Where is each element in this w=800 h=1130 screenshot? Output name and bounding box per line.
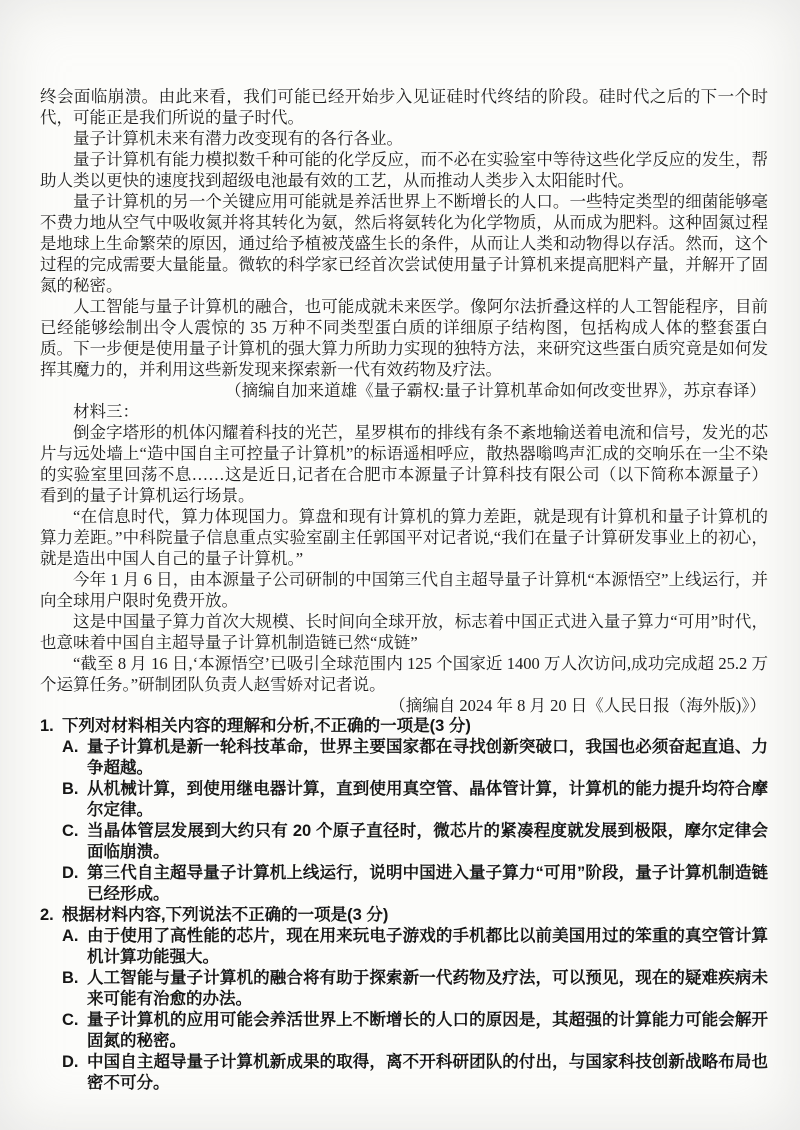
option-d xyxy=(62,1052,768,1094)
option-b xyxy=(62,779,768,821)
paragraph: “截至 8 月 16 日,‘本源悟空’已吸引全球范围内 125 个国家近 1400 万人次访问,成功完成超 25.2 万个运算任务。”研制团队负责人赵雪娇对记者说。 xyxy=(40,654,768,694)
question-section xyxy=(40,716,768,1094)
option-text: 量子计算机的应用可能会养活世界上不断增长的人口的原因是，其超强的计算能力可能会解开固氮的秘密。 xyxy=(87,1011,768,1050)
option-text: 当晶体管层发展到大约只有 20 个原子直径时，微芯片的紧凑程度就发展到极限，摩尔定律会面临崩溃。 xyxy=(87,822,768,861)
option-list xyxy=(40,926,768,1094)
source-attribution-material2: （摘编自加来道雄《量子霸权:量子计算机革命如何改变世界》，苏京春译） xyxy=(225,381,766,400)
question-number: 1. xyxy=(40,717,54,735)
option-a xyxy=(62,737,768,779)
option-label: B. xyxy=(62,969,79,987)
option-text: 人工智能与量子计算机的融合将有助于探索新一代药物及疗法，可以预见，现在的疑难疾病未来可能有治愈的办法。 xyxy=(87,969,768,1008)
paragraph: 量子计算机的另一个关键应用可能就是养活世界上不断增长的人口。一些特定类型的细菌能够毫不费力地从空气中吸收氮并将其转化为氨，然后将氨转化为化学物质，从而成为肥料。这种固氮过程是地球上生命繁荣的原因，通过给予植被茂盛生长的条件，从而让人类和动物得以存活。然而，这个过程的完成需要大量能量。微软的科学家已经首次尝试使用量子计算机来提高肥料产量，并解开了固氮的秘密。 xyxy=(40,192,768,295)
source-attribution-material3: （摘编自 2024 年 8 月 20 日《人民日报（海外版)》） xyxy=(389,696,766,715)
option-label: A. xyxy=(62,738,79,756)
option-a xyxy=(62,926,768,968)
option-list xyxy=(40,737,768,905)
option-label: D. xyxy=(62,864,79,882)
option-label: C. xyxy=(62,822,79,840)
option-label: B. xyxy=(62,780,79,798)
paragraph: “在信息时代，算力体现国力。算盘和现有计算机的算力差距，就是现有计算机和量子计算机的算力差距。”中科院量子信息重点实验室副主任郭国平对记者说,“我们在量子计算研发事业上的初心，就是造出中国人自己的量子计算机。” xyxy=(40,507,768,568)
option-d xyxy=(62,863,768,905)
question-1 xyxy=(40,716,768,905)
option-text: 中国自主超导量子计算机新成果的取得，离不开科研团队的付出，与国家科技创新战略布局也密不可分。 xyxy=(87,1053,768,1092)
option-c xyxy=(62,821,768,863)
option-c xyxy=(62,1010,768,1052)
paragraph-continuation: 终会面临崩溃。由此来看，我们可能已经开始步入见证硅时代终结的阶段。硅时代之后的下一个时代，可能正是我们所说的量子时代。 xyxy=(40,87,768,127)
question-number: 2. xyxy=(40,906,54,924)
option-label: A. xyxy=(62,927,79,945)
question-2 xyxy=(40,905,768,1094)
option-text: 量子计算机是新一轮科技革命，世界主要国家都在寻找创新突破口，我国也必须奋起直追、力争超越。 xyxy=(87,738,768,777)
paragraph: 今年 1 月 6 日，由本源量子公司研制的中国第三代自主超导量子计算机“本源悟空”上线运行，并向全球用户限时免费开放。 xyxy=(40,570,768,610)
material3-heading: 材料三： xyxy=(73,402,139,421)
option-text: 第三代自主超导量子计算机上线运行，说明中国进入量子算力“可用”阶段，量子计算机制造链已经形成。 xyxy=(87,864,768,903)
option-b xyxy=(62,968,768,1010)
paragraph: 量子计算机未来有潜力改变现有的各行各业。 xyxy=(73,129,403,148)
text-column xyxy=(40,86,768,1094)
question-stem-text: 下列对材料相关内容的理解和分析,不正确的一项是(3 分) xyxy=(62,717,471,735)
paragraph: 倒金字塔形的机体闪耀着科技的光芒，星罗棋布的排线有条不紊地输送着电流和信号，发光的芯片与远处墙上“造中国自主可控量子计算机”的标语遥相呼应，散热器嗡鸣声汇成的交响乐在一尘不染的实验室里回荡不息……这是近日,记者在合肥市本源量子计算科技有限公司（以下简称本源量子）看到的量子计算机运行场景。 xyxy=(40,423,768,505)
question-stem xyxy=(40,905,768,926)
option-label: D. xyxy=(62,1053,79,1071)
paragraph: 这是中国量子算力首次大规模、长时间向全球开放，标志着中国正式进入量子算力“可用”时代，也意味着中国自主超导量子计算机制造链已然“成链” xyxy=(40,612,768,652)
option-text: 从机械计算，到使用继电器计算，直到使用真空管、晶体管计算，计算机的能力提升均符合摩尔定律。 xyxy=(87,780,768,819)
paragraph: 人工智能与量子计算机的融合，也可能成就未来医学。像阿尔法折叠这样的人工智能程序，目前已经能够绘制出令人震惊的 35 万种不同类型蛋白质的详细原子结构图，包括构成人体的整套蛋白质。下一步便是使用量子计算机的强大算力所助力实现的独特方法，来研究这些蛋白质究竟是如何发挥其魔力的，并利用这些新发现来探索新一代有效药物及疗法。 xyxy=(40,297,768,379)
question-stem xyxy=(40,716,768,737)
question-stem-text: 根据材料内容,下列说法不正确的一项是(3 分) xyxy=(62,906,389,924)
paragraph: 量子计算机有能力模拟数千种可能的化学反应，而不必在实验室中等待这些化学反应的发生，帮助人类以更快的速度找到超级电池最有效的工艺，从而推动人类步入太阳能时代。 xyxy=(40,150,768,190)
option-text: 由于使用了高性能的芯片，现在用来玩电子游戏的手机都比以前美国用过的笨重的真空管计算机计算功能强大。 xyxy=(87,927,768,966)
option-label: C. xyxy=(62,1011,79,1029)
